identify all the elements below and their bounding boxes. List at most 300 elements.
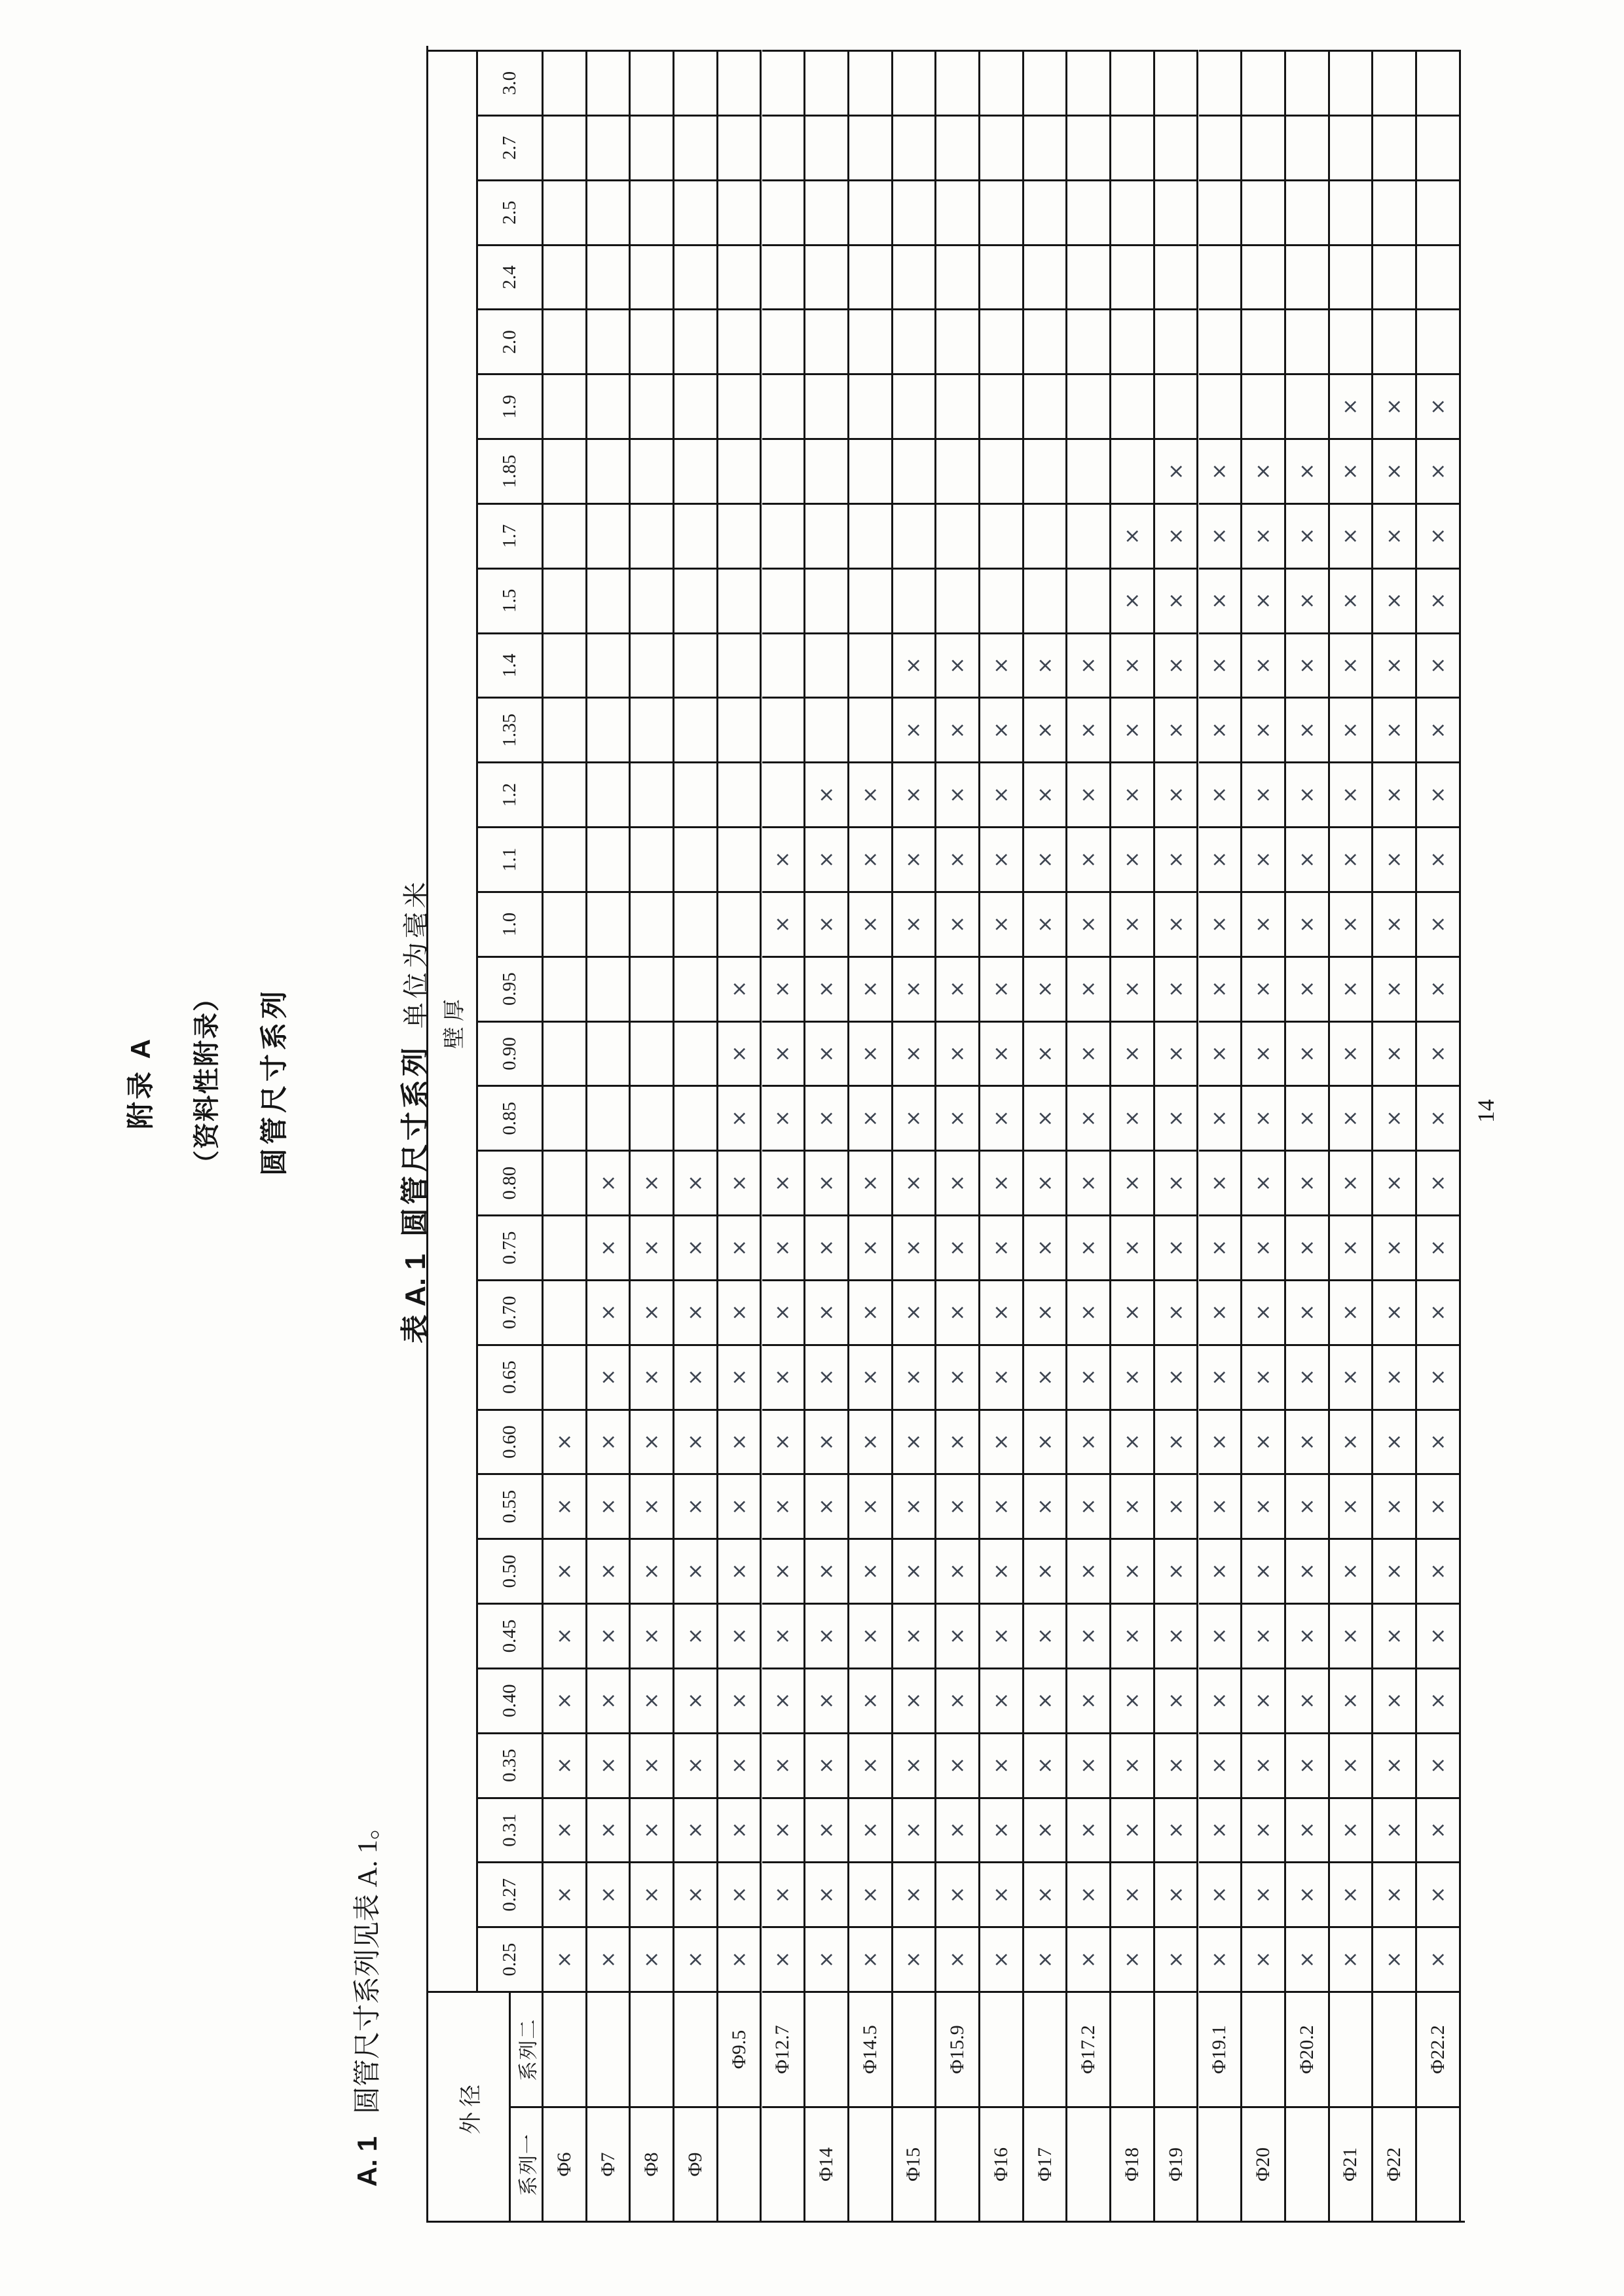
availability-cell bbox=[1067, 568, 1111, 632]
thickness-value-header: 0.90 bbox=[478, 1021, 544, 1085]
availability-cell bbox=[1242, 244, 1286, 309]
availability-cell bbox=[587, 373, 631, 438]
availability-cell bbox=[762, 244, 806, 309]
availability-cell: × bbox=[1242, 761, 1286, 826]
availability-cell bbox=[1199, 50, 1243, 115]
availability-cell: × bbox=[1111, 1085, 1155, 1150]
availability-cell: × bbox=[674, 1732, 718, 1797]
availability-cell: × bbox=[936, 1667, 980, 1732]
availability-cell: × bbox=[1155, 1538, 1199, 1603]
availability-cell: × bbox=[1111, 1603, 1155, 1667]
availability-cell: × bbox=[936, 632, 980, 697]
availability-cell bbox=[936, 438, 980, 503]
availability-cell: × bbox=[1417, 438, 1461, 503]
availability-cell: × bbox=[1330, 956, 1374, 1021]
availability-cell bbox=[1155, 244, 1199, 309]
availability-cell: × bbox=[674, 1473, 718, 1538]
thickness-value-header: 1.7 bbox=[478, 503, 544, 568]
availability-cell: × bbox=[1417, 761, 1461, 826]
availability-cell: × bbox=[1330, 1473, 1374, 1538]
series2-diameter-cell: Φ15.9 bbox=[936, 1991, 980, 2106]
availability-cell: × bbox=[1330, 373, 1374, 438]
availability-cell bbox=[718, 697, 762, 761]
availability-cell: × bbox=[1111, 1409, 1155, 1474]
availability-cell bbox=[544, 373, 587, 438]
availability-cell: × bbox=[805, 1667, 849, 1732]
availability-cell: × bbox=[631, 1409, 674, 1474]
availability-cell bbox=[631, 1021, 674, 1085]
availability-cell: × bbox=[893, 1926, 937, 1991]
series1-diameter-cell bbox=[936, 2106, 980, 2221]
availability-cell bbox=[805, 503, 849, 568]
availability-cell: × bbox=[1111, 1344, 1155, 1409]
availability-cell bbox=[936, 568, 980, 632]
availability-cell bbox=[544, 632, 587, 697]
availability-cell bbox=[762, 50, 806, 115]
availability-cell: × bbox=[1417, 1926, 1461, 1991]
availability-cell: × bbox=[1373, 1409, 1417, 1474]
availability-cell: × bbox=[936, 1926, 980, 1991]
availability-cell bbox=[980, 503, 1024, 568]
availability-cell bbox=[544, 179, 587, 244]
availability-cell: × bbox=[1155, 891, 1199, 956]
availability-cell bbox=[893, 179, 937, 244]
series1-diameter-cell: Φ20 bbox=[1242, 2106, 1286, 2221]
availability-cell: × bbox=[1199, 1021, 1243, 1085]
availability-cell bbox=[587, 891, 631, 956]
availability-cell: × bbox=[1111, 1473, 1155, 1538]
availability-cell: × bbox=[1024, 697, 1068, 761]
availability-cell: × bbox=[980, 891, 1024, 956]
availability-cell: × bbox=[631, 1861, 674, 1926]
availability-cell bbox=[1155, 308, 1199, 373]
availability-cell: × bbox=[893, 632, 937, 697]
availability-cell bbox=[631, 697, 674, 761]
availability-cell: × bbox=[1330, 1344, 1374, 1409]
availability-cell: × bbox=[762, 956, 806, 1021]
availability-cell: × bbox=[805, 956, 849, 1021]
availability-cell: × bbox=[631, 1732, 674, 1797]
availability-cell bbox=[893, 50, 937, 115]
series2-diameter-cell bbox=[1024, 1991, 1068, 2106]
availability-cell bbox=[893, 438, 937, 503]
availability-cell: × bbox=[1155, 1409, 1199, 1474]
availability-cell bbox=[631, 1085, 674, 1150]
availability-cell: × bbox=[936, 1603, 980, 1667]
availability-cell: × bbox=[936, 1473, 980, 1538]
availability-cell bbox=[1330, 50, 1374, 115]
availability-cell bbox=[631, 244, 674, 309]
availability-cell: × bbox=[980, 1085, 1024, 1150]
availability-cell bbox=[544, 1344, 587, 1409]
availability-cell bbox=[980, 50, 1024, 115]
availability-cell bbox=[1111, 438, 1155, 503]
availability-cell: × bbox=[1330, 1861, 1374, 1926]
availability-cell bbox=[805, 373, 849, 438]
availability-cell bbox=[849, 115, 893, 179]
availability-cell bbox=[1155, 179, 1199, 244]
availability-cell: × bbox=[1111, 697, 1155, 761]
availability-cell bbox=[544, 1150, 587, 1214]
availability-cell bbox=[718, 179, 762, 244]
availability-cell: × bbox=[805, 1603, 849, 1667]
availability-cell: × bbox=[849, 1473, 893, 1538]
availability-cell: × bbox=[849, 891, 893, 956]
availability-cell bbox=[1242, 308, 1286, 373]
availability-cell: × bbox=[587, 1214, 631, 1279]
availability-cell bbox=[1155, 50, 1199, 115]
availability-cell: × bbox=[1330, 1214, 1374, 1279]
availability-cell bbox=[544, 50, 587, 115]
availability-cell: × bbox=[893, 1861, 937, 1926]
availability-cell: × bbox=[1242, 826, 1286, 891]
availability-cell: × bbox=[1373, 1473, 1417, 1538]
availability-cell: × bbox=[1024, 1150, 1068, 1214]
availability-cell: × bbox=[1024, 1732, 1068, 1797]
availability-cell: × bbox=[1155, 438, 1199, 503]
availability-cell: × bbox=[1111, 1214, 1155, 1279]
series1-diameter-cell: Φ22 bbox=[1373, 2106, 1417, 2221]
thickness-value-header: 0.35 bbox=[478, 1732, 544, 1797]
availability-cell bbox=[1111, 373, 1155, 438]
availability-cell bbox=[762, 115, 806, 179]
availability-cell: × bbox=[718, 1538, 762, 1603]
availability-cell: × bbox=[893, 1021, 937, 1085]
series2-diameter-cell bbox=[631, 1991, 674, 2106]
availability-cell: × bbox=[1242, 632, 1286, 697]
availability-cell bbox=[587, 115, 631, 179]
availability-cell: × bbox=[1199, 1085, 1243, 1150]
availability-cell: × bbox=[1286, 503, 1330, 568]
availability-cell: × bbox=[893, 1085, 937, 1150]
availability-cell bbox=[587, 179, 631, 244]
availability-cell: × bbox=[1024, 632, 1068, 697]
availability-cell: × bbox=[893, 826, 937, 891]
availability-cell: × bbox=[1373, 1603, 1417, 1667]
availability-cell: × bbox=[1373, 1150, 1417, 1214]
availability-cell: × bbox=[1330, 891, 1374, 956]
availability-cell: × bbox=[544, 1797, 587, 1862]
availability-cell bbox=[893, 115, 937, 179]
availability-cell bbox=[849, 373, 893, 438]
availability-cell: × bbox=[718, 1732, 762, 1797]
availability-cell bbox=[587, 632, 631, 697]
availability-cell: × bbox=[1286, 761, 1330, 826]
availability-cell: × bbox=[849, 1150, 893, 1214]
availability-cell: × bbox=[587, 1603, 631, 1667]
availability-cell: × bbox=[805, 1150, 849, 1214]
clause-text: 圆管尺寸系列见表 A. 1。 bbox=[353, 1812, 383, 2114]
availability-cell: × bbox=[1330, 1279, 1374, 1344]
availability-cell: × bbox=[849, 1021, 893, 1085]
availability-cell: × bbox=[980, 1150, 1024, 1214]
availability-cell bbox=[587, 244, 631, 309]
availability-cell: × bbox=[980, 1603, 1024, 1667]
availability-cell: × bbox=[1111, 761, 1155, 826]
availability-cell bbox=[1417, 50, 1461, 115]
availability-cell: × bbox=[1024, 1538, 1068, 1603]
thickness-value-header: 2.7 bbox=[478, 115, 544, 179]
availability-cell: × bbox=[762, 1926, 806, 1991]
availability-cell bbox=[849, 697, 893, 761]
availability-cell: × bbox=[980, 1861, 1024, 1926]
thickness-value-header: 1.1 bbox=[478, 826, 544, 891]
availability-cell: × bbox=[1067, 1021, 1111, 1085]
table-caption-label: 表 A. 1 bbox=[399, 1254, 432, 1343]
availability-cell: × bbox=[762, 1214, 806, 1279]
availability-cell: × bbox=[674, 1603, 718, 1667]
availability-cell bbox=[1024, 373, 1068, 438]
availability-cell: × bbox=[1242, 1150, 1286, 1214]
availability-cell bbox=[762, 373, 806, 438]
availability-cell: × bbox=[1199, 438, 1243, 503]
availability-cell: × bbox=[849, 1603, 893, 1667]
availability-cell bbox=[674, 503, 718, 568]
availability-cell: × bbox=[936, 956, 980, 1021]
thickness-value-header: 0.25 bbox=[478, 1926, 544, 1991]
availability-cell: × bbox=[631, 1279, 674, 1344]
availability-cell bbox=[1111, 308, 1155, 373]
availability-cell: × bbox=[936, 1797, 980, 1862]
availability-cell: × bbox=[1024, 826, 1068, 891]
availability-cell bbox=[718, 373, 762, 438]
availability-cell: × bbox=[805, 1344, 849, 1409]
availability-cell: × bbox=[1111, 1732, 1155, 1797]
availability-cell: × bbox=[1067, 1732, 1111, 1797]
availability-cell bbox=[762, 503, 806, 568]
availability-cell: × bbox=[1199, 1861, 1243, 1926]
availability-cell: × bbox=[936, 1538, 980, 1603]
availability-cell: × bbox=[1286, 438, 1330, 503]
availability-cell: × bbox=[631, 1538, 674, 1603]
series2-diameter-cell bbox=[1111, 1991, 1155, 2106]
availability-cell bbox=[1067, 503, 1111, 568]
availability-cell bbox=[1024, 503, 1068, 568]
availability-cell: × bbox=[893, 1797, 937, 1862]
availability-cell bbox=[587, 50, 631, 115]
availability-cell: × bbox=[631, 1797, 674, 1862]
availability-cell: × bbox=[762, 1667, 806, 1732]
availability-cell bbox=[587, 956, 631, 1021]
series2-diameter-cell bbox=[980, 1991, 1024, 2106]
availability-cell bbox=[980, 115, 1024, 179]
series2-diameter-cell: Φ14.5 bbox=[849, 1991, 893, 2106]
availability-cell: × bbox=[718, 1603, 762, 1667]
availability-cell: × bbox=[718, 1409, 762, 1474]
availability-cell: × bbox=[1373, 503, 1417, 568]
availability-cell bbox=[587, 697, 631, 761]
availability-cell: × bbox=[631, 1926, 674, 1991]
availability-cell bbox=[1199, 244, 1243, 309]
availability-cell: × bbox=[893, 1214, 937, 1279]
availability-cell: × bbox=[762, 1732, 806, 1797]
availability-cell bbox=[980, 179, 1024, 244]
thickness-value-header: 2.0 bbox=[478, 308, 544, 373]
availability-cell: × bbox=[1199, 1214, 1243, 1279]
availability-cell bbox=[1199, 308, 1243, 373]
units-label: 单位为毫米 bbox=[401, 878, 431, 1029]
availability-cell bbox=[805, 244, 849, 309]
availability-cell: × bbox=[674, 1344, 718, 1409]
availability-cell bbox=[674, 1021, 718, 1085]
clause-a1 bbox=[346, 1812, 385, 2187]
availability-cell: × bbox=[1373, 826, 1417, 891]
availability-cell: × bbox=[1330, 1603, 1374, 1667]
availability-cell bbox=[631, 891, 674, 956]
availability-cell: × bbox=[1024, 1797, 1068, 1862]
availability-cell: × bbox=[1286, 1538, 1330, 1603]
availability-cell: × bbox=[1286, 1021, 1330, 1085]
availability-cell: × bbox=[1242, 1603, 1286, 1667]
availability-cell bbox=[805, 179, 849, 244]
series1-diameter-cell: Φ21 bbox=[1330, 2106, 1374, 2221]
availability-cell bbox=[544, 1214, 587, 1279]
availability-cell: × bbox=[1286, 956, 1330, 1021]
series1-diameter-cell: Φ7 bbox=[587, 2106, 631, 2221]
availability-cell: × bbox=[1286, 632, 1330, 697]
availability-cell: × bbox=[980, 1797, 1024, 1862]
availability-cell: × bbox=[1111, 1797, 1155, 1862]
availability-cell bbox=[936, 50, 980, 115]
availability-cell bbox=[1024, 438, 1068, 503]
availability-cell: × bbox=[893, 697, 937, 761]
availability-cell bbox=[1286, 373, 1330, 438]
availability-cell bbox=[631, 373, 674, 438]
availability-cell bbox=[631, 438, 674, 503]
availability-cell: × bbox=[631, 1150, 674, 1214]
availability-cell: × bbox=[1373, 1214, 1417, 1279]
availability-cell: × bbox=[1242, 503, 1286, 568]
availability-cell: × bbox=[587, 1150, 631, 1214]
availability-cell: × bbox=[1155, 1797, 1199, 1862]
availability-cell bbox=[631, 956, 674, 1021]
availability-cell: × bbox=[544, 1409, 587, 1474]
series1-diameter-cell bbox=[1199, 2106, 1243, 2221]
availability-cell bbox=[936, 115, 980, 179]
availability-cell bbox=[718, 761, 762, 826]
availability-cell: × bbox=[1111, 1861, 1155, 1926]
availability-cell: × bbox=[1373, 1085, 1417, 1150]
availability-cell: × bbox=[1417, 373, 1461, 438]
availability-cell bbox=[893, 308, 937, 373]
availability-cell: × bbox=[1417, 1667, 1461, 1732]
availability-cell: × bbox=[1417, 891, 1461, 956]
availability-cell: × bbox=[1417, 1861, 1461, 1926]
availability-cell: × bbox=[1067, 1344, 1111, 1409]
availability-cell: × bbox=[587, 1797, 631, 1862]
availability-cell: × bbox=[1024, 956, 1068, 1021]
thickness-value-header: 0.95 bbox=[478, 956, 544, 1021]
availability-cell: × bbox=[1373, 373, 1417, 438]
availability-cell: × bbox=[1242, 956, 1286, 1021]
availability-cell: × bbox=[631, 1473, 674, 1538]
availability-cell bbox=[1330, 244, 1374, 309]
availability-cell bbox=[849, 308, 893, 373]
availability-cell: × bbox=[1067, 1279, 1111, 1344]
availability-cell bbox=[1155, 115, 1199, 179]
availability-cell bbox=[544, 956, 587, 1021]
thickness-value-header: 0.80 bbox=[478, 1150, 544, 1214]
availability-cell bbox=[674, 438, 718, 503]
availability-cell: × bbox=[936, 697, 980, 761]
series2-diameter-cell bbox=[1373, 1991, 1417, 2106]
availability-cell: × bbox=[1199, 1603, 1243, 1667]
availability-cell bbox=[1417, 244, 1461, 309]
availability-cell: × bbox=[1373, 438, 1417, 503]
availability-cell bbox=[718, 826, 762, 891]
availability-cell: × bbox=[1242, 1538, 1286, 1603]
availability-cell: × bbox=[1286, 1732, 1330, 1797]
availability-cell bbox=[1330, 179, 1374, 244]
thickness-value-header: 0.70 bbox=[478, 1279, 544, 1344]
thickness-value-header: 0.55 bbox=[478, 1473, 544, 1538]
availability-cell: × bbox=[1024, 891, 1068, 956]
availability-cell: × bbox=[1111, 1926, 1155, 1991]
availability-cell: × bbox=[893, 1473, 937, 1538]
availability-cell bbox=[893, 503, 937, 568]
availability-cell bbox=[1373, 50, 1417, 115]
availability-cell: × bbox=[762, 1409, 806, 1474]
availability-cell: × bbox=[936, 1409, 980, 1474]
availability-cell: × bbox=[1067, 632, 1111, 697]
availability-cell: × bbox=[936, 1021, 980, 1085]
availability-cell bbox=[980, 244, 1024, 309]
availability-cell: × bbox=[544, 1538, 587, 1603]
availability-cell: × bbox=[1024, 1214, 1068, 1279]
availability-cell: × bbox=[1155, 697, 1199, 761]
availability-cell: × bbox=[893, 761, 937, 826]
availability-cell: × bbox=[1199, 761, 1243, 826]
availability-cell bbox=[674, 761, 718, 826]
availability-cell: × bbox=[1286, 891, 1330, 956]
availability-cell: × bbox=[718, 1021, 762, 1085]
availability-cell bbox=[1417, 308, 1461, 373]
availability-cell: × bbox=[805, 1409, 849, 1474]
availability-cell: × bbox=[762, 891, 806, 956]
availability-cell: × bbox=[1373, 1021, 1417, 1085]
availability-cell bbox=[1111, 50, 1155, 115]
availability-cell: × bbox=[1286, 697, 1330, 761]
availability-cell: × bbox=[762, 1150, 806, 1214]
availability-cell: × bbox=[1155, 1667, 1199, 1732]
availability-cell: × bbox=[805, 1797, 849, 1862]
availability-cell bbox=[1155, 373, 1199, 438]
availability-cell: × bbox=[849, 1538, 893, 1603]
availability-cell: × bbox=[1417, 1603, 1461, 1667]
availability-cell: × bbox=[1024, 1473, 1068, 1538]
availability-cell: × bbox=[1111, 1021, 1155, 1085]
availability-cell: × bbox=[1024, 1085, 1068, 1150]
availability-cell: × bbox=[980, 956, 1024, 1021]
availability-cell: × bbox=[805, 1214, 849, 1279]
availability-cell bbox=[674, 568, 718, 632]
availability-cell bbox=[674, 1085, 718, 1150]
availability-cell bbox=[1199, 115, 1243, 179]
availability-cell bbox=[674, 697, 718, 761]
outer-diameter-header: 外径 bbox=[428, 1991, 511, 2221]
availability-cell: × bbox=[936, 1085, 980, 1150]
availability-cell bbox=[1417, 179, 1461, 244]
series1-diameter-cell bbox=[1286, 2106, 1330, 2221]
availability-cell bbox=[1067, 244, 1111, 309]
availability-cell bbox=[1373, 308, 1417, 373]
thickness-value-header: 0.27 bbox=[478, 1861, 544, 1926]
availability-cell: × bbox=[936, 1344, 980, 1409]
availability-cell bbox=[805, 697, 849, 761]
series1-diameter-cell: Φ14 bbox=[805, 2106, 849, 2221]
availability-cell: × bbox=[1373, 632, 1417, 697]
availability-cell bbox=[674, 632, 718, 697]
